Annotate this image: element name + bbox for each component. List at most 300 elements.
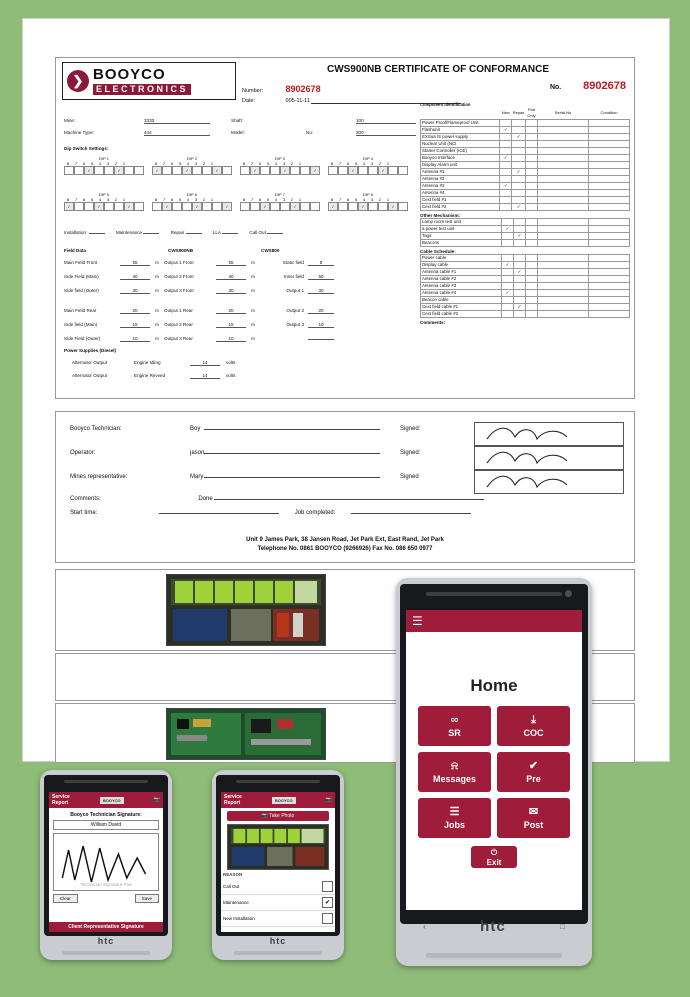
checkbox-new[interactable]: ✓ bbox=[500, 183, 512, 190]
checkbox-repair[interactable] bbox=[512, 183, 526, 190]
dip-index: 7 bbox=[72, 161, 80, 166]
serial-number-cell[interactable] bbox=[538, 262, 589, 269]
home-tile-messages[interactable] bbox=[418, 752, 491, 792]
table-row bbox=[421, 162, 630, 169]
dip-switch-cell[interactable] bbox=[202, 202, 212, 211]
dip-switch-cell[interactable]: ✓ bbox=[358, 202, 368, 211]
condition-cell[interactable] bbox=[589, 262, 630, 269]
mine-label: Mine: bbox=[64, 118, 76, 123]
checkbox-new[interactable] bbox=[502, 219, 514, 226]
condition-cell[interactable] bbox=[589, 311, 630, 318]
component-name: Antenna cable #4 bbox=[421, 290, 502, 297]
checkbox-repair[interactable] bbox=[514, 226, 526, 233]
dip-index: 6 bbox=[80, 197, 88, 202]
reason-row[interactable] bbox=[221, 911, 335, 927]
checkbox-part-only[interactable] bbox=[526, 269, 538, 276]
dip-index: 2 bbox=[376, 161, 384, 166]
checkbox-part-only[interactable] bbox=[526, 169, 538, 176]
checkbox-part-only[interactable] bbox=[526, 226, 538, 233]
dip-switch-cell[interactable]: ✓ bbox=[84, 166, 94, 175]
signed-label: Signed: bbox=[400, 450, 421, 456]
signature-role: Operator: bbox=[70, 450, 96, 456]
serial-number-cell[interactable] bbox=[538, 120, 589, 127]
reason-row[interactable] bbox=[221, 895, 335, 911]
extra-value: 20 bbox=[308, 308, 334, 314]
condition-cell[interactable] bbox=[589, 183, 630, 190]
dip-index: 8 bbox=[64, 161, 72, 166]
signature-row bbox=[70, 450, 420, 456]
extra-value: 5 bbox=[308, 260, 334, 266]
checkbox-part-only[interactable] bbox=[526, 233, 538, 240]
serial-number-cell[interactable] bbox=[538, 269, 589, 276]
signed-label: Signed bbox=[400, 474, 419, 480]
dip-switch-cell[interactable] bbox=[222, 166, 232, 175]
table-row bbox=[421, 290, 630, 297]
condition-cell[interactable] bbox=[589, 120, 630, 127]
dip-switch-cell[interactable] bbox=[300, 166, 310, 175]
dip-switch-cell[interactable] bbox=[338, 166, 348, 175]
dip-switch-cell[interactable] bbox=[348, 202, 358, 211]
serial-number-cell[interactable] bbox=[538, 183, 589, 190]
serial-number-cell[interactable] bbox=[538, 176, 589, 183]
checkbox-part-only[interactable] bbox=[526, 204, 538, 211]
checkbox-new[interactable] bbox=[500, 141, 512, 148]
checkbox-new[interactable] bbox=[502, 233, 514, 240]
brand-badge: BOOYCO bbox=[272, 797, 296, 804]
checkbox-repair[interactable] bbox=[512, 190, 526, 197]
dip-index: 5 bbox=[264, 161, 272, 166]
checkbox-repair[interactable] bbox=[512, 197, 526, 204]
condition-cell[interactable] bbox=[589, 169, 630, 176]
dip-switch-cell[interactable] bbox=[202, 166, 212, 175]
condition-cell[interactable] bbox=[589, 240, 630, 247]
sig-comments-value: Done bbox=[198, 496, 213, 502]
checkbox-new[interactable] bbox=[502, 269, 514, 276]
condition-cell[interactable] bbox=[589, 190, 630, 197]
repair-label: Repair bbox=[170, 230, 185, 235]
dip-index: 4 bbox=[184, 161, 192, 166]
checkbox-part-only[interactable] bbox=[526, 183, 538, 190]
serial-number-cell[interactable] bbox=[538, 169, 589, 176]
condition-cell[interactable] bbox=[589, 127, 630, 134]
output-label: Output 2 Front bbox=[164, 274, 194, 279]
component-name: a power test unit bbox=[421, 226, 502, 233]
serial-number-cell[interactable] bbox=[538, 155, 589, 162]
condition-cell[interactable] bbox=[589, 276, 630, 283]
checkbox-repair[interactable] bbox=[512, 162, 526, 169]
checkbox-new[interactable]: ✓ bbox=[502, 262, 514, 269]
serial-number-cell[interactable] bbox=[538, 141, 589, 148]
phone-speaker bbox=[64, 780, 148, 783]
serial-number-cell[interactable] bbox=[538, 283, 589, 290]
dip-switch-cell[interactable]: ✓ bbox=[280, 166, 290, 175]
serial-number-cell[interactable] bbox=[538, 219, 589, 226]
checkbox-repair[interactable] bbox=[514, 290, 526, 297]
dip-bank-label: DIP 2 bbox=[187, 156, 197, 161]
checkbox-new[interactable]: ✓ bbox=[502, 290, 514, 297]
home-tile-coc[interactable] bbox=[497, 706, 570, 746]
take-photo-button[interactable]: 📷 Take Photo bbox=[227, 811, 329, 821]
checkbox-repair[interactable] bbox=[514, 219, 526, 226]
table-row bbox=[421, 283, 630, 290]
dip-index: 1 bbox=[208, 197, 216, 202]
table-row bbox=[421, 141, 630, 148]
checkbox-part-only[interactable] bbox=[526, 134, 538, 141]
condition-cell[interactable] bbox=[589, 141, 630, 148]
tile-label: SR bbox=[448, 728, 461, 738]
dip-switch-cell[interactable]: ✓ bbox=[114, 166, 124, 175]
dip-switch-cell[interactable] bbox=[310, 202, 320, 211]
checkbox-part-only[interactable] bbox=[526, 311, 538, 318]
field-data-row bbox=[64, 288, 424, 294]
serial-number-cell[interactable] bbox=[538, 226, 589, 233]
captured-photo-thumbnail[interactable] bbox=[227, 824, 329, 870]
checkbox-part-only[interactable] bbox=[526, 262, 538, 269]
checkbox-new[interactable] bbox=[500, 204, 512, 211]
checkbox-new[interactable] bbox=[502, 276, 514, 283]
serial-number-cell[interactable] bbox=[538, 240, 589, 247]
table-row bbox=[421, 183, 630, 190]
back-icon[interactable]: ‹ bbox=[423, 922, 426, 931]
serial-number-cell[interactable] bbox=[538, 197, 589, 204]
dip-switch-cell[interactable] bbox=[192, 166, 202, 175]
checkbox-part-only[interactable] bbox=[526, 176, 538, 183]
checkbox-repair[interactable] bbox=[512, 141, 526, 148]
serial-number-cell[interactable] bbox=[538, 204, 589, 211]
dip-switch-cell[interactable]: ✓ bbox=[64, 202, 74, 211]
serial-number-cell[interactable] bbox=[538, 148, 589, 155]
table-row bbox=[421, 233, 630, 240]
checkbox-new[interactable] bbox=[502, 304, 514, 311]
condition-cell[interactable] bbox=[589, 290, 630, 297]
checkbox-new[interactable] bbox=[500, 148, 512, 155]
component-name: Nuclear Unit (NCI bbox=[421, 141, 500, 148]
checkbox-part-only[interactable] bbox=[526, 276, 538, 283]
dip-index: 7 bbox=[248, 161, 256, 166]
checkbox-repair[interactable] bbox=[514, 311, 526, 318]
checkbox-new[interactable] bbox=[502, 311, 514, 318]
checkbox-repair[interactable] bbox=[512, 127, 526, 134]
field-data-row bbox=[64, 322, 424, 328]
component-name: Beacon cable bbox=[421, 297, 502, 304]
address-line-1: Unit 9 James Park, 38 Jansen Road, Jet Park Ext, East Rand, Jet Park bbox=[246, 537, 444, 543]
checkbox-part-only[interactable] bbox=[526, 283, 538, 290]
checkbox-new[interactable]: ✓ bbox=[500, 155, 512, 162]
home-tile-jobs[interactable] bbox=[418, 798, 491, 838]
dip-switch-cell[interactable]: ✓ bbox=[162, 202, 172, 211]
exit-button[interactable] bbox=[471, 846, 517, 868]
checkbox-part-only[interactable] bbox=[526, 148, 538, 155]
dip-switch-cell[interactable] bbox=[388, 166, 398, 175]
client-signature-footer[interactable]: Client Representative Signature bbox=[49, 922, 163, 932]
checkbox-new[interactable] bbox=[502, 240, 514, 247]
output-unit: m bbox=[251, 260, 255, 265]
checkbox-part-only[interactable] bbox=[526, 190, 538, 197]
component-name: Lamp room test unit bbox=[421, 219, 502, 226]
checkbox-new[interactable]: ✓ bbox=[502, 226, 514, 233]
condition-cell[interactable] bbox=[589, 134, 630, 141]
dip-switch-cell[interactable] bbox=[378, 202, 388, 211]
checkbox-new[interactable] bbox=[500, 190, 512, 197]
serial-number-cell[interactable] bbox=[538, 190, 589, 197]
dip-index: 7 bbox=[160, 161, 168, 166]
dip-switch-cell[interactable] bbox=[280, 202, 290, 211]
reason-rows bbox=[221, 879, 335, 927]
dip-switch-cell[interactable] bbox=[182, 202, 192, 211]
condition-cell[interactable] bbox=[589, 197, 630, 204]
checkbox-repair[interactable]: ✓ bbox=[514, 269, 526, 276]
table-row bbox=[421, 219, 630, 226]
dip-switch-cell[interactable] bbox=[398, 202, 408, 211]
dip-switch-cell[interactable]: ✓ bbox=[192, 202, 202, 211]
home-tile-pre[interactable] bbox=[497, 752, 570, 792]
checkbox-repair[interactable] bbox=[514, 255, 526, 262]
checkbox-part-only[interactable] bbox=[526, 141, 538, 148]
dip-switch-cell[interactable] bbox=[134, 166, 144, 175]
dip-index: 8 bbox=[64, 197, 72, 202]
reason-checkbox[interactable] bbox=[322, 881, 333, 892]
dip-switch-cell[interactable] bbox=[398, 166, 408, 175]
condition-cell[interactable] bbox=[589, 176, 630, 183]
reason-checkbox[interactable] bbox=[322, 913, 333, 924]
table-row bbox=[421, 204, 630, 211]
dip-switch-cell[interactable] bbox=[250, 202, 260, 211]
checkbox-repair[interactable]: ✓ bbox=[512, 204, 526, 211]
condition-cell[interactable] bbox=[589, 283, 630, 290]
component-name: Display Alarm unit bbox=[421, 162, 500, 169]
checkbox-repair[interactable] bbox=[514, 262, 526, 269]
dip-switch-cell[interactable] bbox=[94, 166, 104, 175]
home-tile-post[interactable] bbox=[497, 798, 570, 838]
home-icon[interactable]: □ bbox=[559, 922, 565, 931]
checkbox-new[interactable] bbox=[502, 283, 514, 290]
signature-pad[interactable] bbox=[53, 833, 159, 891]
condition-cell[interactable] bbox=[589, 148, 630, 155]
clear-button[interactable]: Clear bbox=[53, 894, 78, 903]
checkbox-part-only[interactable] bbox=[526, 162, 538, 169]
field-unit: m bbox=[155, 288, 159, 293]
component-name: Tags bbox=[421, 233, 502, 240]
checkbox-part-only[interactable] bbox=[526, 255, 538, 262]
component-name: Power cable bbox=[421, 255, 502, 262]
checkbox-repair[interactable] bbox=[514, 240, 526, 247]
hamburger-icon[interactable]: ☰ bbox=[412, 614, 423, 628]
dip-switch-cell[interactable] bbox=[270, 166, 280, 175]
checkbox-new[interactable] bbox=[500, 197, 512, 204]
checkbox-part-only[interactable] bbox=[526, 219, 538, 226]
dip-index: 8 bbox=[328, 197, 336, 202]
dip-switch-cell[interactable] bbox=[270, 202, 280, 211]
dip-switch-cell[interactable] bbox=[260, 166, 270, 175]
column-header: New bbox=[501, 110, 510, 115]
checkbox-new[interactable] bbox=[500, 169, 512, 176]
dip-switch-cell[interactable] bbox=[240, 166, 250, 175]
machine-type-label: Machine Type: bbox=[64, 130, 94, 135]
condition-cell[interactable] bbox=[589, 204, 630, 211]
table-row bbox=[421, 148, 630, 155]
serial-number-cell[interactable] bbox=[538, 127, 589, 134]
column-header: Serial No bbox=[554, 110, 572, 115]
dip-index: 4 bbox=[272, 197, 280, 202]
dip-switch-cell[interactable]: ✓ bbox=[290, 202, 300, 211]
checkbox-new[interactable] bbox=[500, 176, 512, 183]
dip-switch-cell[interactable] bbox=[134, 202, 144, 211]
dip-switch-cell[interactable]: ✓ bbox=[152, 166, 162, 175]
dip-switch-cell[interactable]: ✓ bbox=[310, 166, 320, 175]
certificate-heading: CWS900NB CERTIFICATE OF CONFORMANCE bbox=[326, 64, 550, 75]
dip-switch-cell[interactable] bbox=[212, 202, 222, 211]
reason-label: New Installation bbox=[223, 916, 255, 921]
condition-cell[interactable] bbox=[589, 219, 630, 226]
dip-switch-cell[interactable] bbox=[290, 166, 300, 175]
serial-number-cell[interactable] bbox=[538, 233, 589, 240]
serial-number-cell[interactable] bbox=[538, 290, 589, 297]
dip-switch-cell[interactable]: ✓ bbox=[222, 202, 232, 211]
save-button[interactable]: Save bbox=[135, 894, 159, 903]
dip-switch-cell[interactable] bbox=[328, 166, 338, 175]
signature-role: Mines representative: bbox=[70, 474, 128, 480]
checkbox-new[interactable] bbox=[500, 134, 512, 141]
condition-cell[interactable] bbox=[589, 255, 630, 262]
signature-image bbox=[474, 422, 624, 446]
dip-switch-cell[interactable]: ✓ bbox=[250, 166, 260, 175]
dip-switch-cell[interactable] bbox=[64, 166, 74, 175]
camera-icon[interactable]: 📷 bbox=[325, 797, 332, 803]
serial-number-cell[interactable] bbox=[538, 276, 589, 283]
checkbox-new[interactable]: ✓ bbox=[500, 127, 512, 134]
serial-number-cell[interactable] bbox=[538, 311, 589, 318]
dip-switch-cell[interactable] bbox=[84, 202, 94, 211]
checkbox-part-only[interactable] bbox=[526, 290, 538, 297]
extra-value: 10 bbox=[308, 322, 334, 328]
dip-switch-cell[interactable]: ✓ bbox=[212, 166, 222, 175]
dip-switch-cell[interactable]: ✓ bbox=[182, 166, 192, 175]
reason-checkbox[interactable]: ✔ bbox=[322, 897, 333, 908]
checkbox-repair[interactable] bbox=[514, 276, 526, 283]
dip-switch-cell[interactable] bbox=[114, 202, 124, 211]
dip-switch-cell[interactable]: ✓ bbox=[388, 202, 398, 211]
serial-number-cell[interactable] bbox=[538, 255, 589, 262]
dip-switch-cell[interactable] bbox=[240, 202, 250, 211]
dip-switch-cell[interactable]: ✓ bbox=[260, 202, 270, 211]
dip-switch-cell[interactable]: ✓ bbox=[348, 166, 358, 175]
checkbox-repair[interactable]: ✓ bbox=[514, 304, 526, 311]
checkbox-new[interactable] bbox=[502, 255, 514, 262]
checkbox-new[interactable] bbox=[502, 297, 514, 304]
condition-cell[interactable] bbox=[589, 233, 630, 240]
component-name: Antenna #3 bbox=[421, 183, 500, 190]
checkbox-repair[interactable] bbox=[512, 155, 526, 162]
tile-label: COC bbox=[523, 728, 544, 738]
checkbox-new[interactable] bbox=[500, 162, 512, 169]
dip-switch-cell[interactable] bbox=[104, 166, 114, 175]
component-name: Cext field cable #1 bbox=[421, 304, 502, 311]
dip-switch-bank bbox=[328, 156, 408, 175]
checkbox-repair[interactable] bbox=[512, 176, 526, 183]
dip-switch-cell[interactable] bbox=[172, 166, 182, 175]
checkbox-part-only[interactable] bbox=[526, 240, 538, 247]
start-time-label: Start time: bbox=[70, 510, 98, 516]
dip-index: 8 bbox=[240, 161, 248, 166]
serial-number-cell[interactable] bbox=[538, 162, 589, 169]
field-data-row bbox=[64, 308, 424, 314]
signature-name: Boy bbox=[190, 426, 201, 432]
condition-cell[interactable] bbox=[589, 297, 630, 304]
condition-cell[interactable] bbox=[589, 155, 630, 162]
callout-label: Call Out bbox=[249, 230, 266, 235]
dip-bank-label: DIP 1 bbox=[99, 156, 109, 161]
checkbox-part-only[interactable] bbox=[526, 297, 538, 304]
dip-switch-cell[interactable] bbox=[74, 202, 84, 211]
checkbox-repair[interactable] bbox=[514, 283, 526, 290]
checkbox-repair[interactable] bbox=[514, 297, 526, 304]
power-label: Alternator Output bbox=[72, 373, 107, 378]
technician-name-field[interactable]: William David bbox=[53, 820, 159, 830]
phone-navbar bbox=[396, 918, 592, 935]
table-row bbox=[421, 169, 630, 176]
dip-switch-cell[interactable] bbox=[172, 202, 182, 211]
component-name: Display cable bbox=[421, 262, 502, 269]
condition-cell[interactable] bbox=[589, 269, 630, 276]
camera-icon[interactable]: 📷 bbox=[153, 797, 160, 803]
dip-switch-cell[interactable]: ✓ bbox=[328, 202, 338, 211]
dip-bank-label: DIP 5 bbox=[99, 192, 109, 197]
dip-switch-cell[interactable] bbox=[358, 166, 368, 175]
home-tile-sr[interactable] bbox=[418, 706, 491, 746]
serial-number-cell[interactable] bbox=[538, 297, 589, 304]
condition-cell[interactable] bbox=[589, 304, 630, 311]
dip-switch-cell[interactable] bbox=[74, 166, 84, 175]
dip-switch-cell[interactable] bbox=[104, 202, 114, 211]
dip-switch-cell[interactable]: ✓ bbox=[378, 166, 388, 175]
checkbox-part-only[interactable] bbox=[526, 197, 538, 204]
field-label: Side field (Outer) bbox=[64, 288, 99, 293]
dip-switch-cell[interactable] bbox=[368, 166, 378, 175]
checkbox-repair[interactable] bbox=[512, 148, 526, 155]
serial-number-cell[interactable] bbox=[538, 134, 589, 141]
reason-row[interactable] bbox=[221, 879, 335, 895]
dip-switch-bank bbox=[328, 192, 408, 211]
dip-bank-label: DIP 8 bbox=[363, 192, 373, 197]
checkbox-repair[interactable]: ✓ bbox=[512, 134, 526, 141]
checkbox-part-only[interactable] bbox=[526, 120, 538, 127]
dip-switch-cell[interactable] bbox=[124, 166, 134, 175]
dip-switch-cell[interactable] bbox=[338, 202, 348, 211]
dip-index: 7 bbox=[248, 197, 256, 202]
dip-index: 8 bbox=[152, 197, 160, 202]
checkbox-new[interactable] bbox=[500, 120, 512, 127]
checkbox-part-only[interactable] bbox=[526, 304, 538, 311]
checkbox-part-only[interactable] bbox=[526, 127, 538, 134]
checkbox-repair[interactable] bbox=[512, 120, 526, 127]
phone-speaker bbox=[426, 592, 562, 596]
component-name: Power Proof/Flameproof Unit bbox=[421, 120, 500, 127]
dip-switch-cell[interactable]: ✓ bbox=[124, 202, 134, 211]
signature-name: jason bbox=[190, 450, 205, 456]
checkbox-repair[interactable]: ✓ bbox=[514, 233, 526, 240]
dip-switch-cell[interactable]: ✓ bbox=[94, 202, 104, 211]
dip-switch-cell[interactable] bbox=[300, 202, 310, 211]
serial-number-cell[interactable] bbox=[538, 304, 589, 311]
dip-switch-cell[interactable] bbox=[162, 166, 172, 175]
dip-switch-cell[interactable] bbox=[368, 202, 378, 211]
dip-switch-cell[interactable] bbox=[152, 202, 162, 211]
checkbox-repair[interactable]: ✓ bbox=[512, 169, 526, 176]
condition-cell[interactable] bbox=[589, 162, 630, 169]
condition-cell[interactable] bbox=[589, 226, 630, 233]
dip-index: 4 bbox=[96, 197, 104, 202]
checkbox-part-only[interactable] bbox=[526, 155, 538, 162]
